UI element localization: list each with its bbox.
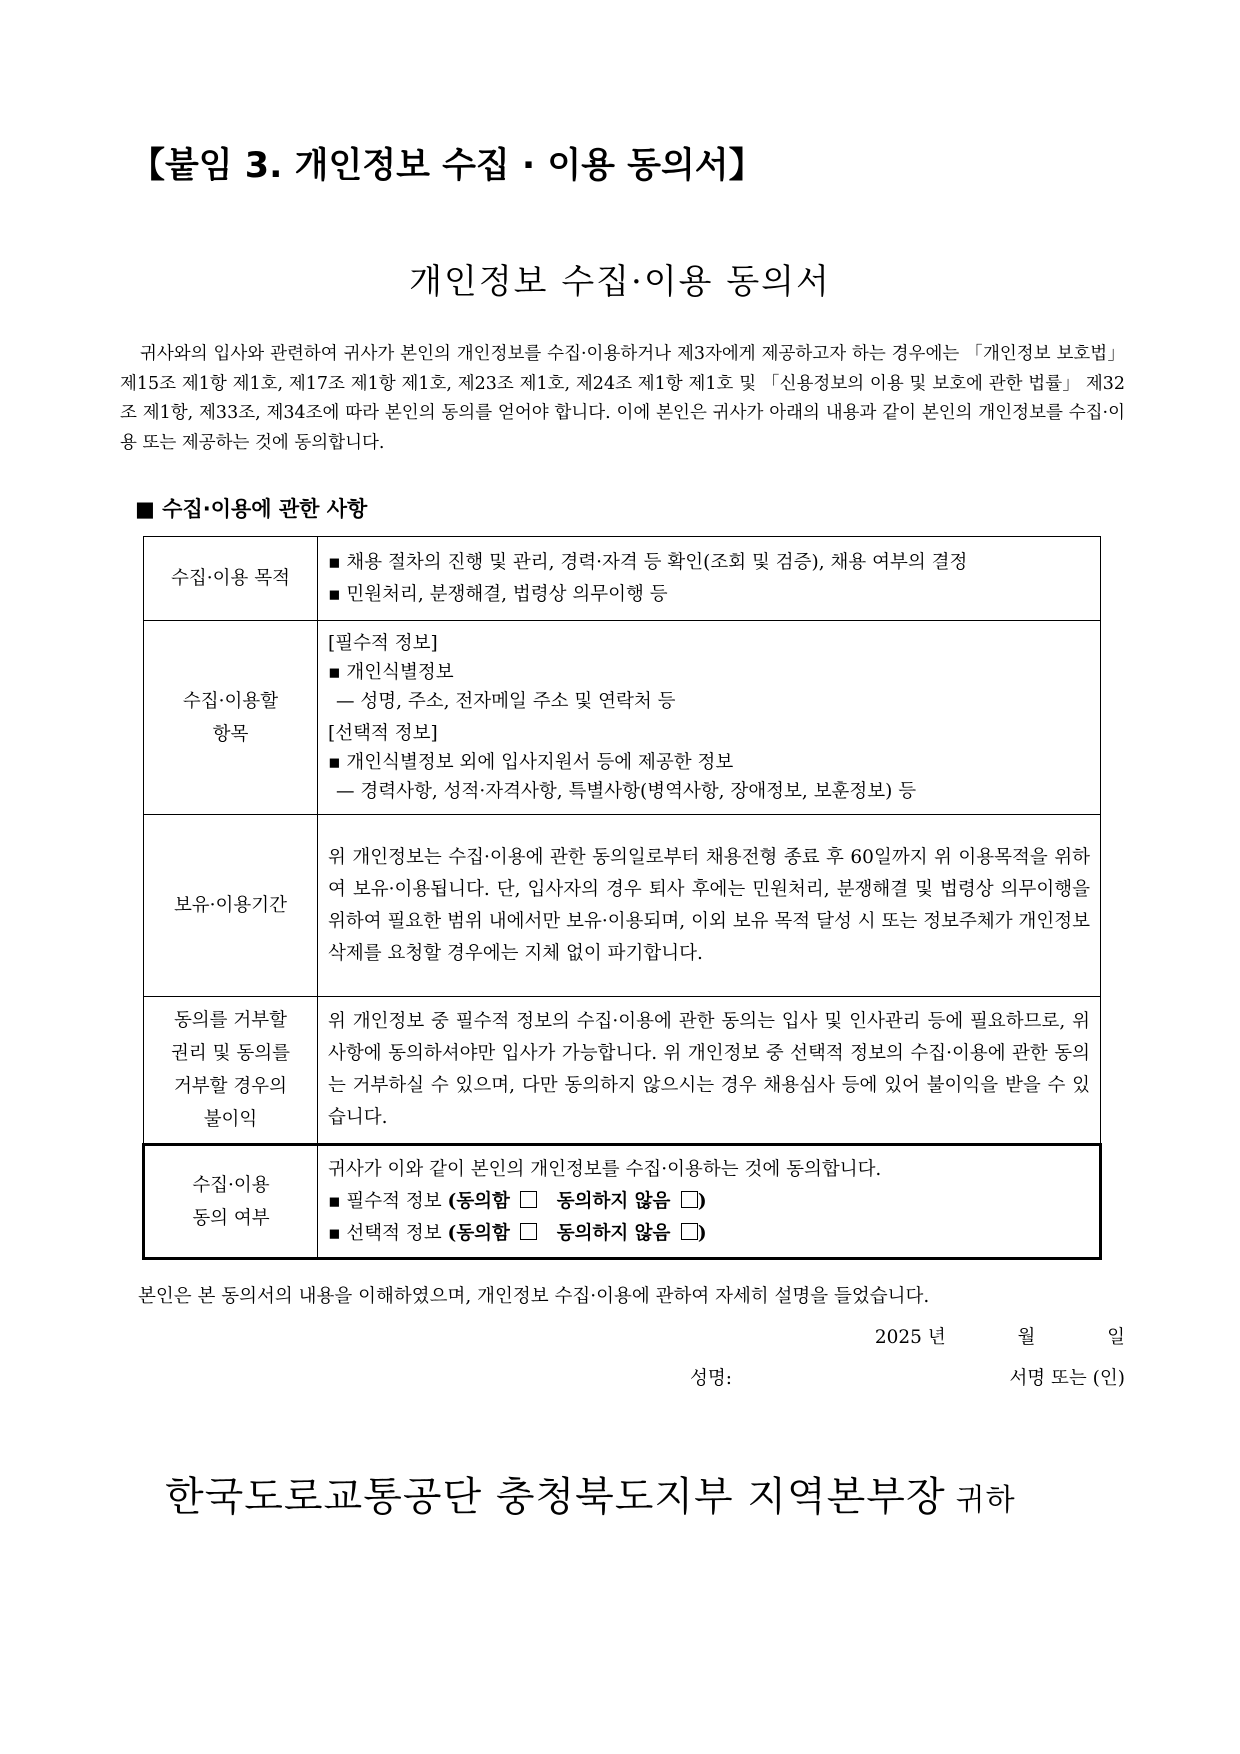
refusal-row xyxy=(144,997,1101,1145)
understood-statement: 본인은 본 동의서의 내용을 이해하였으며, 개인정보 수집·이용에 관하여 자세히 설명을 들었습니다. xyxy=(138,1286,930,1307)
required-info-detail: — 성명, 주소, 전자메일 주소 및 연락처 등 xyxy=(336,691,676,712)
refusal-label xyxy=(144,997,318,1145)
optional-consent-line xyxy=(328,1218,1089,1250)
section-heading: ■ 수집·이용에 관한 사항 xyxy=(135,497,368,521)
optional-info-header: [선택적 정보] xyxy=(328,723,438,744)
date-year-unit: 년 xyxy=(927,1327,946,1348)
required-consent-line xyxy=(328,1186,1089,1218)
refusal-label-line: 거부할 경우의 xyxy=(173,1076,288,1097)
close-paren: ) xyxy=(697,1222,707,1244)
agreement-statement: 귀사가 이와 같이 본인의 개인정보를 수집·이용하는 것에 동의합니다. xyxy=(328,1158,882,1180)
optional-agree-checkbox[interactable] xyxy=(520,1223,537,1240)
optional-info-item: ▪ 개인식별정보 외에 입사지원서 등에 제공한 정보 xyxy=(328,752,734,773)
required-info-header: [필수적 정보] xyxy=(328,633,438,654)
items-label-line: 수집·이용할 xyxy=(182,690,279,712)
optional-disagree-checkbox[interactable] xyxy=(681,1223,698,1240)
optional-consent-label: ▪ 선택적 정보 xyxy=(328,1222,442,1244)
recipient-line xyxy=(165,1465,1016,1522)
required-agree-label: 동의함 xyxy=(456,1190,510,1212)
refusal-label-line: 권리 및 동의를 xyxy=(171,1043,290,1064)
required-disagree-checkbox[interactable] xyxy=(681,1191,698,1208)
document-title: 개인정보 수집·이용 동의서 xyxy=(409,262,831,302)
intro-paragraph: 귀사와의 입사와 관련하여 귀사가 본인의 개인정보를 수집·이용하거나 제3자에게 제공하고자 하는 경우에는 「개인정보 보호법」 제15조 제1항 제1호, 제17조 제1항 제1호, 제23조 제1호, 제24조 제1항 제1호 및 「신용정보의 이용 및 보호에 관한 법률」 제32조 제1항, 제33조, 제34조에 따라 본인의 동의를 얻어야 합니다. 이에 본인은 귀사가 아래의 내용과 같이 본인의 개인정보를 수집·이용 또는 제공하는 것에 동의합니다. xyxy=(120,344,1125,453)
recipient-name: 한국도로교통공단 충청북도지부 지역본부장 xyxy=(165,1474,946,1520)
agreement-label-line: 동의 여부 xyxy=(192,1207,270,1229)
recipient-suffix: 귀하 xyxy=(955,1483,1016,1518)
required-disagree-label: 동의하지 않음 xyxy=(556,1190,671,1212)
agreement-label xyxy=(144,1145,318,1259)
purpose-row xyxy=(144,537,1101,621)
retention-text: 위 개인정보는 수집·이용에 관한 동의일로부터 채용전형 종료 후 60일까지 위 이용목적을 위하여 보유·이용됩니다. 단, 입사자의 경우 퇴사 후에는 민원처리, 분쟁해결 및 법령상 의무이행을 위하여 필요한 범위 내에서만 보유·이용되며, 이외 보유 목적 달성 시 또는 정보주체가 개인정보 삭제를 요청할 경우에는 지체 없이 파기합니다. xyxy=(318,815,1101,997)
open-paren: ( xyxy=(447,1222,457,1244)
purpose-content xyxy=(318,537,1101,621)
purpose-item: ▪ 민원처리, 분쟁해결, 법령상 의무이행 등 xyxy=(328,583,668,605)
agreement-row xyxy=(144,1145,1101,1259)
required-consent-options xyxy=(448,1191,707,1212)
agreement-label-line: 수집·이용 xyxy=(192,1174,270,1196)
items-label xyxy=(144,621,318,815)
required-info-item: ▪ 개인식별정보 xyxy=(328,662,454,683)
consent-table xyxy=(142,536,1102,1260)
open-paren: ( xyxy=(447,1190,457,1212)
name-label: 성명: xyxy=(690,1368,732,1389)
signature-label: 서명 또는 (인) xyxy=(1009,1368,1125,1389)
date-month-unit: 월 xyxy=(1017,1327,1036,1348)
attachment-title: 【붙임 3. 개인정보 수집 · 이용 동의서】 xyxy=(130,146,764,186)
date-year: 2025 xyxy=(874,1327,922,1348)
refusal-text: 위 개인정보 중 필수적 정보의 수집·이용에 관한 동의는 입사 및 인사관리 등에 필요하므로, 위 사항에 동의하셔야만 입사가 가능합니다. 위 개인정보 중 선택적 정보의 수집·이용에 관한 동의는 거부하실 수 있으며, 다만 동의하지 않으시는 경우 채용심사 등에 있어 불이익을 받을 수 있습니다. xyxy=(318,997,1101,1145)
date-day-unit: 일 xyxy=(1107,1327,1125,1348)
optional-info-detail: — 경력사항, 성적·자격사항, 특별사항(병역사항, 장애정보, 보훈정보) 등 xyxy=(336,781,917,802)
items-label-line: 항목 xyxy=(212,723,249,745)
optional-agree-label: 동의함 xyxy=(456,1222,510,1244)
required-consent-label: ▪ 필수적 정보 xyxy=(328,1190,442,1212)
date-line xyxy=(875,1323,1125,1349)
close-paren: ) xyxy=(697,1190,707,1212)
optional-consent-options xyxy=(448,1223,707,1244)
items-content xyxy=(318,621,1101,815)
purpose-item: ▪ 채용 절차의 진행 및 관리, 경력·자격 등 확인(조회 및 검증), 채용 여부의 결정 xyxy=(328,551,968,573)
items-row xyxy=(144,621,1101,815)
optional-disagree-label: 동의하지 않음 xyxy=(556,1222,671,1244)
agreement-content xyxy=(318,1145,1101,1259)
retention-label: 보유·이용기간 xyxy=(144,815,318,997)
retention-row xyxy=(144,815,1101,997)
refusal-label-line: 동의를 거부할 xyxy=(173,1010,288,1031)
refusal-label-line: 불이익 xyxy=(203,1109,258,1130)
purpose-label: 수집·이용 목적 xyxy=(144,537,318,621)
required-agree-checkbox[interactable] xyxy=(520,1191,537,1208)
